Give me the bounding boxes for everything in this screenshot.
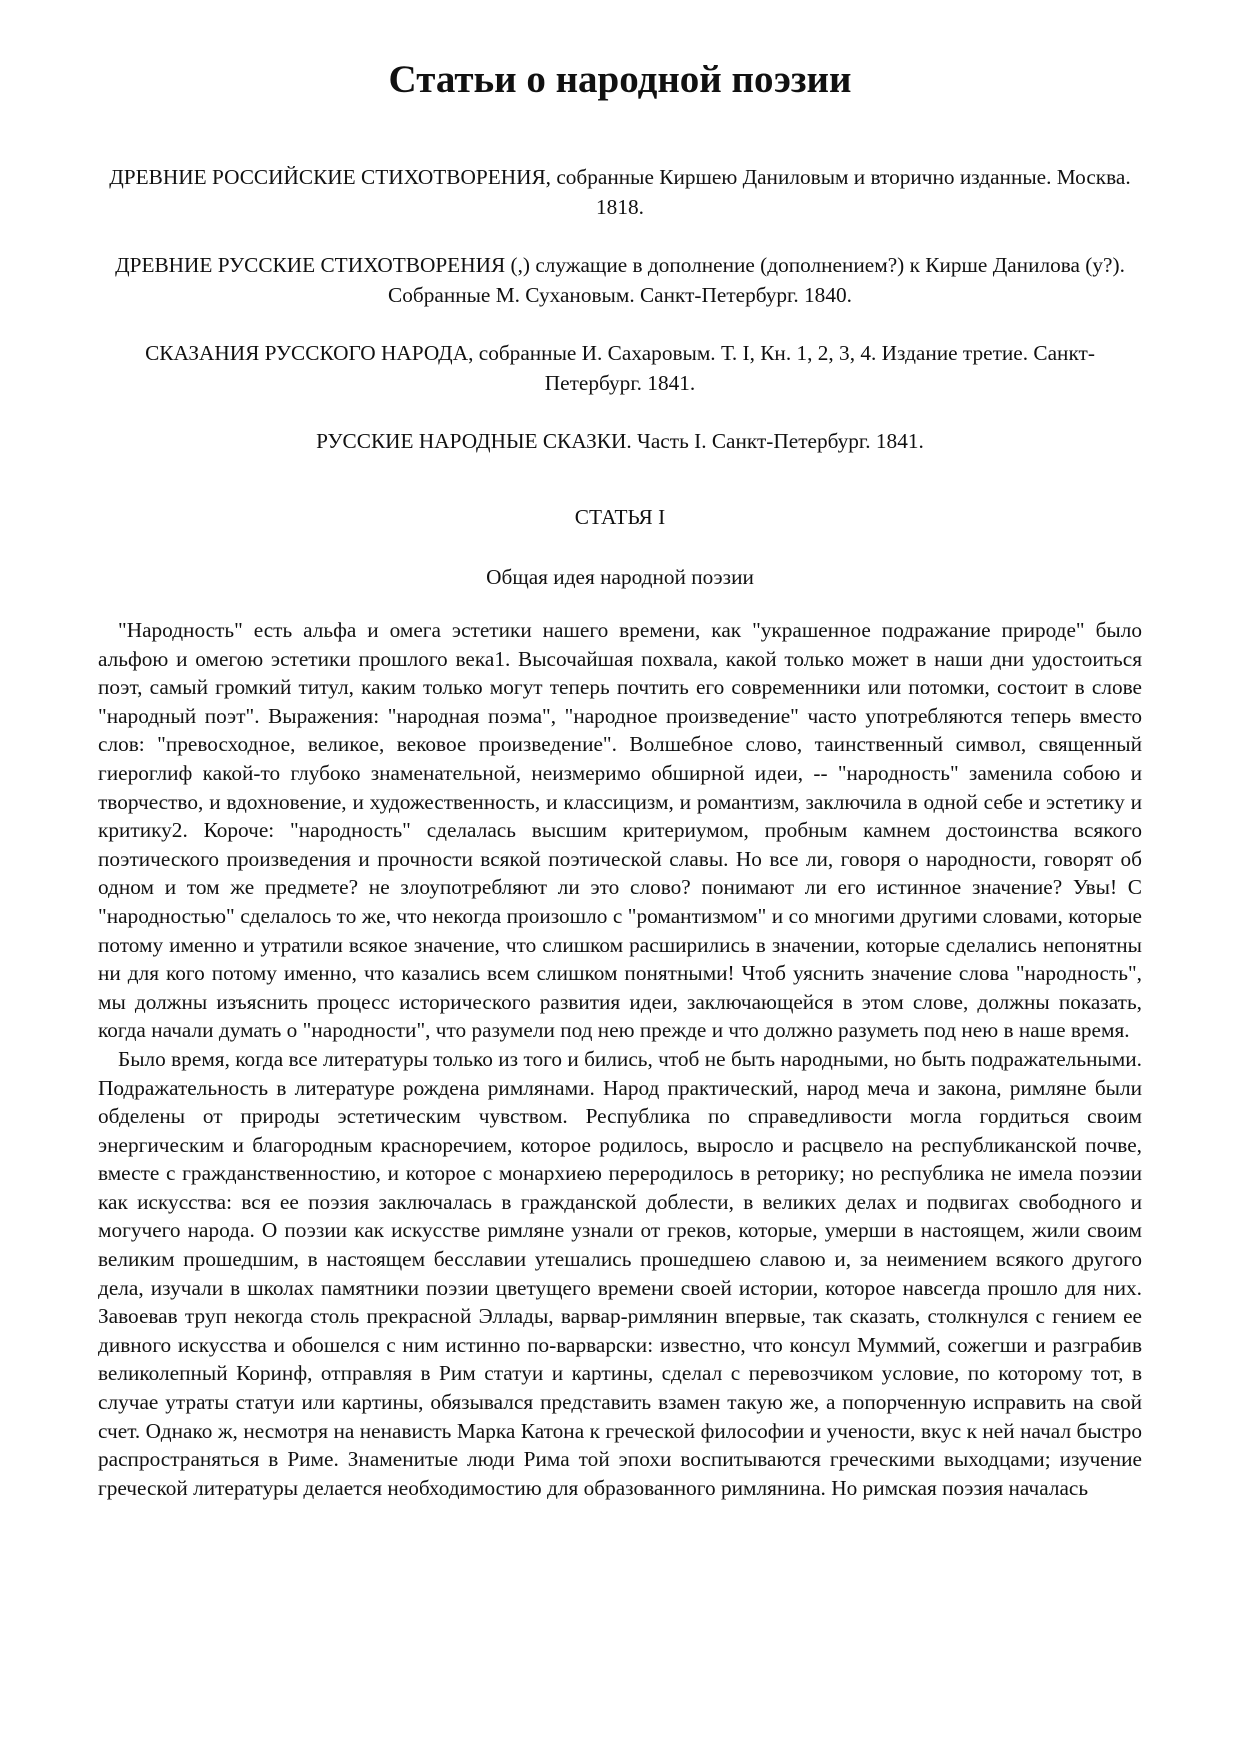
bibliography-list — [98, 162, 1142, 484]
body-paragraph: "Народность" есть альфа и омега эстетики нашего времени, как "украшенное подражание природе" было альфою и омегою эстетики прошлого века1. Высочайшая похвала, какой только может в наши дни удостоиться поэт, самый громкий титул, каким только могут теперь почтить его современники или потомки, состоит в слове "народный поэт". Выражения: "народная поэма", "народное произведение" часто употребляются теперь вместо слов: "превосходное, великое, вековое произведение". Волшебное слово, таинственный символ, священный гиероглиф какой-то глубоко знаменательной, неизмеримо обширной идеи, -- "народность" заменила собою и творчество, и вдохновение, и художественность, и классицизм, и романтизм, заключила в одной себе и эстетику и критику2. Короче: "народность" сделалась высшим критериумом, пробным камнем достоинства всякого поэтического произведения и прочности всякой поэтической славы. Но все ли, говоря о народности, говорят об одном и том же предмете? не злоупотребляют ли это слово? понимают ли его истинное значение? Увы! С "народностью" сделалось то же, что некогда произошло с "романтизмом" и со многими другими словами, которые потому именно и утратили всякое значение, что слишком расширились в значении, которые сделались непонятны ни для кого потому именно, что казались всем слишком понятными! Чтоб уяснить значение слова "народность", мы должны изъяснить процесс исторического развития идеи, заключающейся в этом слове, должны показать, когда начали думать о "народности", что разумели под нею прежде и что должно разуметь под нею в наше время. — [98, 618, 1142, 1043]
article-body — [98, 616, 1142, 1502]
bibliography-entry: РУССКИЕ НАРОДНЫЕ СКАЗКИ. Часть I. Санкт-Петербург. 1841. — [316, 429, 924, 453]
bibliography-entry: СКАЗАНИЯ РУССКОГО НАРОДА, собранные И. Сахаровым. Т. I, Кн. 1, 2, 3, 4. Издание третие. Санкт-Петербург. 1841. — [145, 341, 1095, 395]
bibliography-entry: ДРЕВНИЕ РОССИЙСКИЕ СТИХОТВОРЕНИЯ, собранные Киршею Даниловым и вторично изданные. Москва. 1818. — [109, 165, 1131, 219]
body-paragraph: Было время, когда все литературы только из того и бились, чтоб не быть народными, но быть подражательными. Подражательность в литературе рождена римлянами. Народ практический, народ меча и закона, римляне были обделены от природы эстетическим чувством. Республика по справедливости могла гордиться своим энергическим и благородным красноречием, которое родилось, выросло и расцвело на республиканской почве, вместе с гражданственностию, и которое с монархиею переродилось в реторику; но республика не имела поэзии как искусства: вся ее поэзия заключалась в гражданской доблести, в великих делах и подвигах свободного и могучего народа. О поэзии как искусстве римляне узнали от греков, которые, умерши в настоящем, жили своим великим прошедшим, в настоящем бесславии утешались прошедшею славою и, за неимением всякого другого дела, изучали в школах памятники поэзии цветущего времени своей истории, которое навсегда прошло для них. Завоевав труп некогда столь прекрасной Эллады, варвар-римлянин впервые, так сказать, столкнулся с гением ее дивного искусства и обошелся с ним истинно по-варварски: известно, что консул Муммий, сожегши и разграбив великолепный Коринф, отправляя в Рим статуи и картины, сделал с перевозчиком условие, по которому тот, в случае утраты статуи или картины, обязывался представить взамен такую же, а попорченную исправить на свой счет. Однако ж, несмотря на ненависть Марка Катона к греческой философии и учености, вкус к ней начал быстро распространяться в Риме. Знаменитые люди Рима той эпохи воспитываются греческими выходцами; изучение греческой литературы делается необходимостию для образованного римлянина. Но римская поэзия началась — [98, 1046, 1142, 1500]
section-subtitle: Общая идея народной поэзии — [486, 565, 754, 589]
bibliography-entry: ДРЕВНИЕ РУССКИЕ СТИХОТВОРЕНИЯ (,) служащие в дополнение (дополнением?) к Кирше Данилова (у?). Собранные М. Сухановым. Санкт-Петербург. 1840. — [115, 253, 1125, 307]
section-heading: СТАТЬЯ I — [574, 505, 666, 529]
document-title: Статьи о народной поэзии — [388, 58, 852, 101]
